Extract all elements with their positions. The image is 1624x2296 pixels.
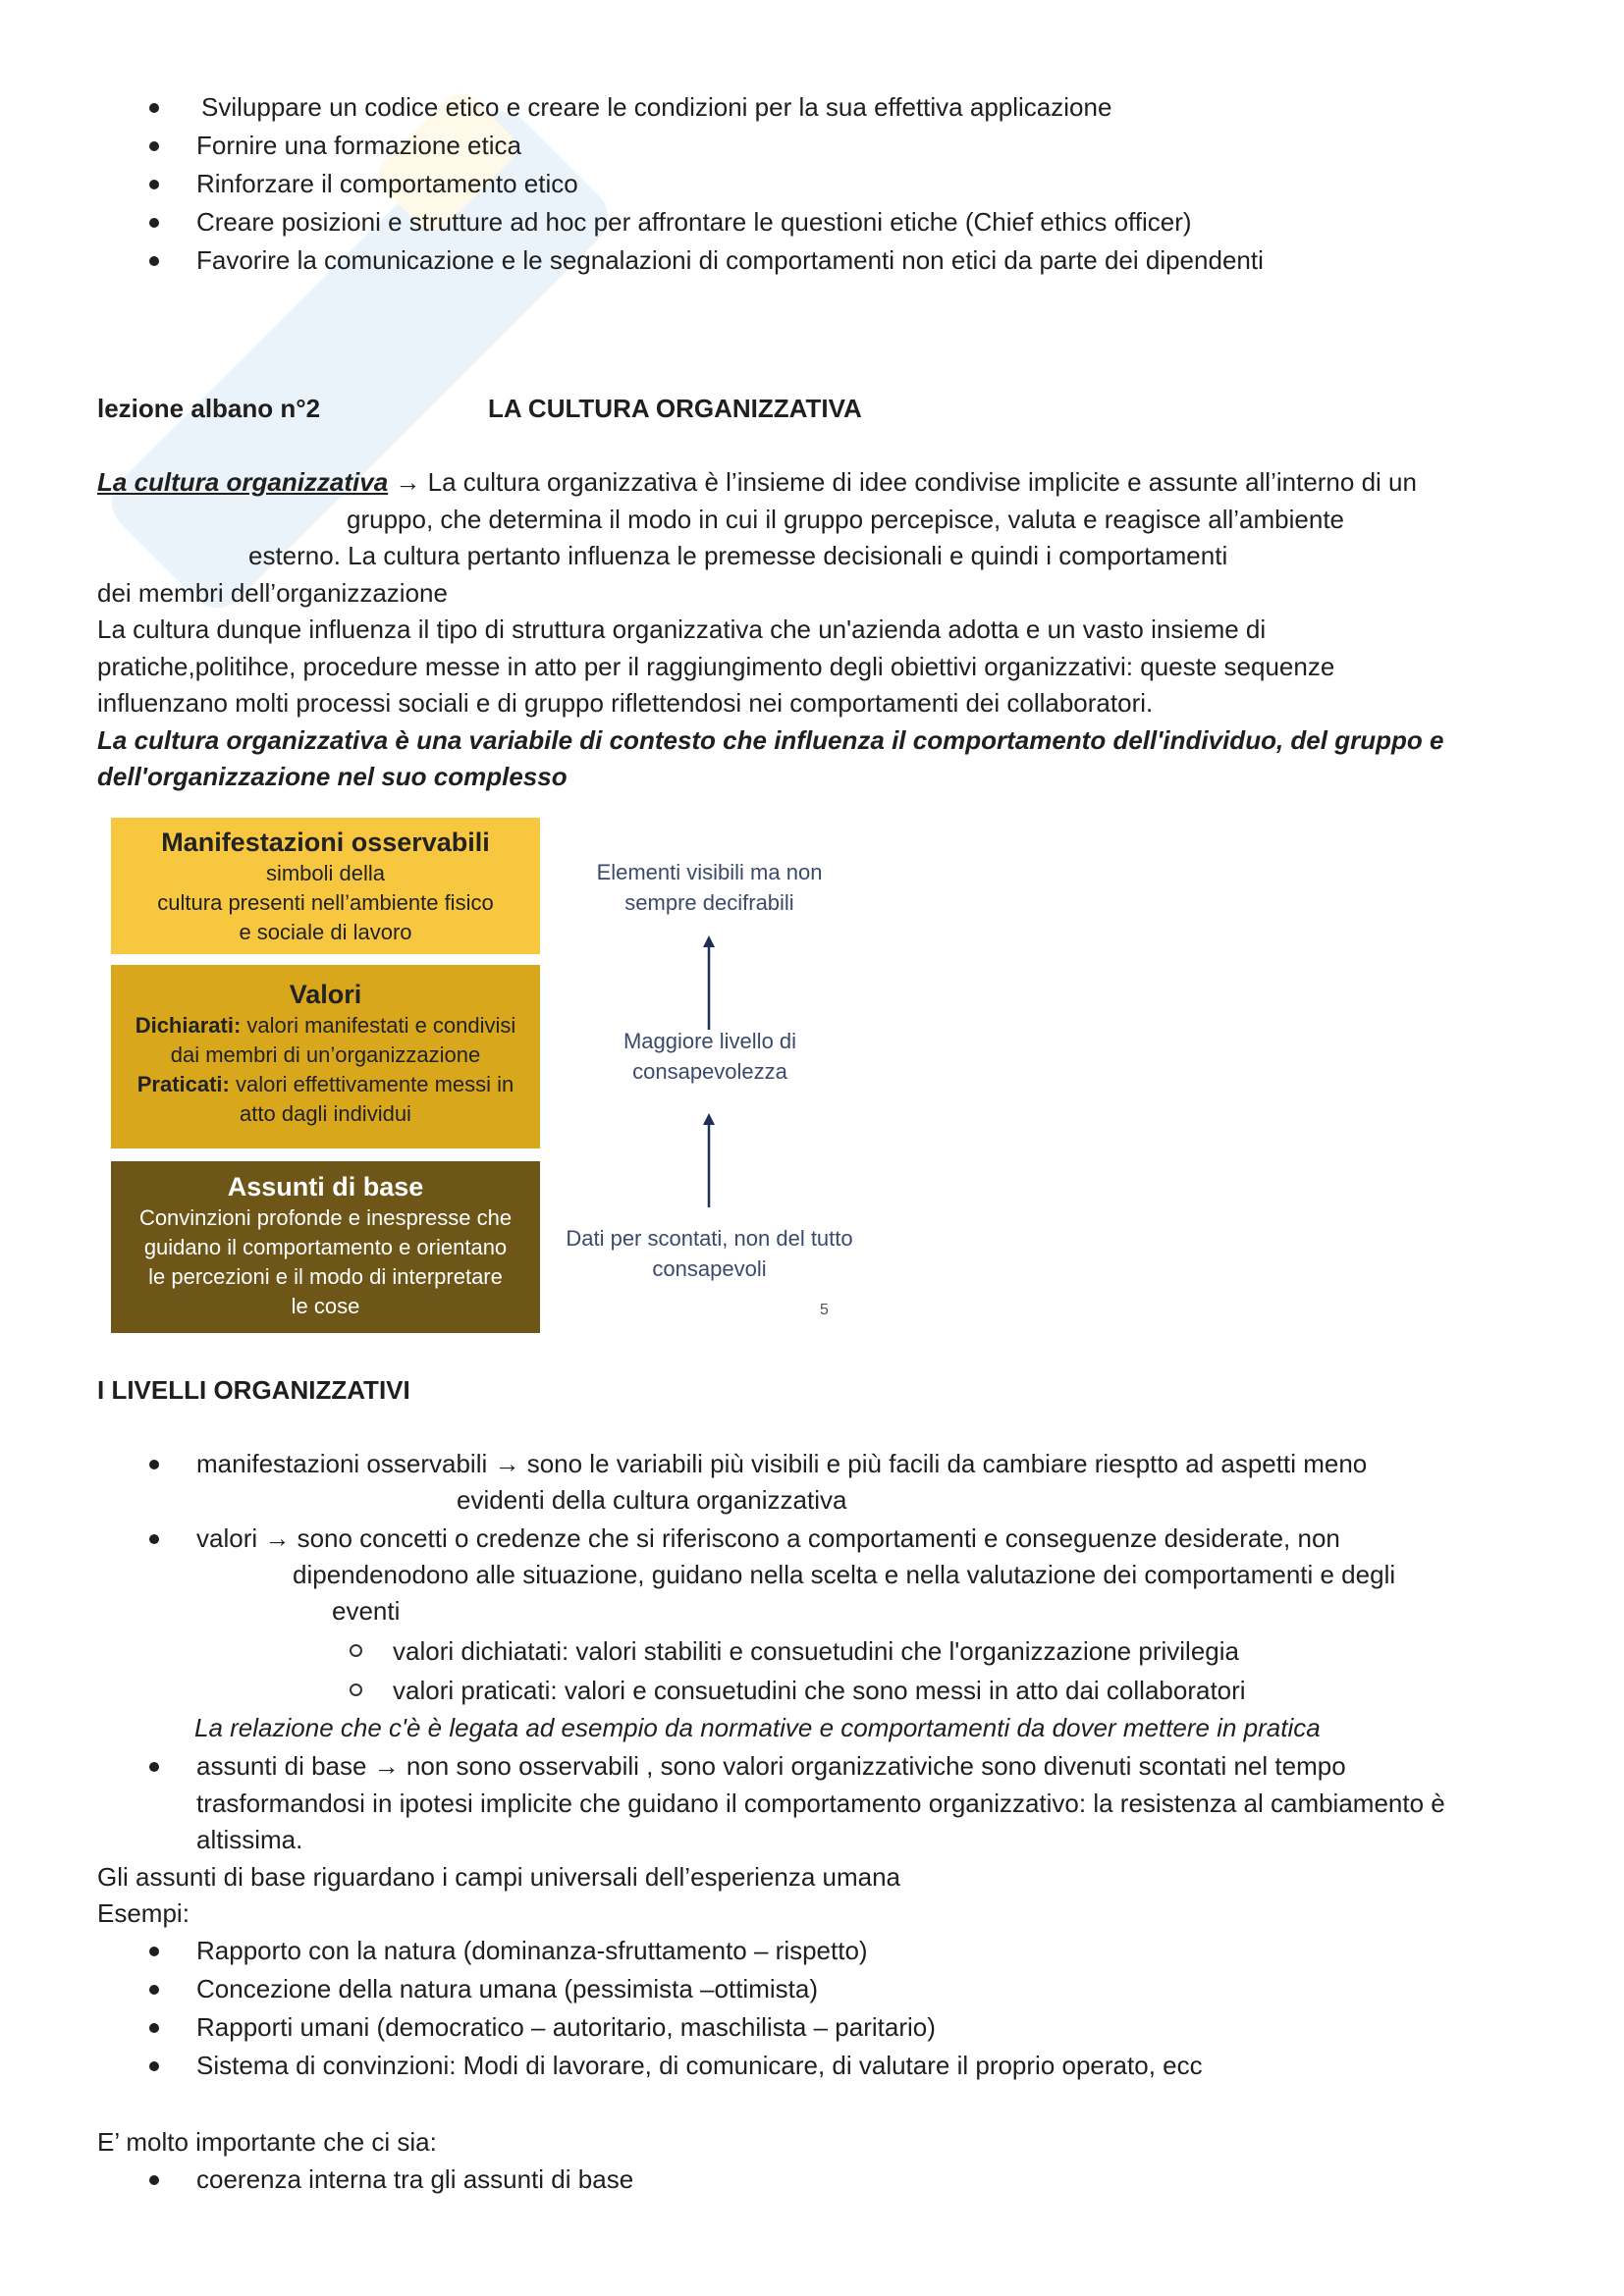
levels-heading: I LIVELLI ORGANIZZATIVI bbox=[97, 1375, 410, 1405]
list-item: Sviluppare un codice etico e creare le condizioni per la sua effettiva applicazione bbox=[201, 92, 1112, 122]
important-item: coerenza interna tra gli assunti di base bbox=[196, 2164, 634, 2194]
box-line-bold: Praticati: bbox=[136, 1072, 230, 1096]
definition-term: La cultura organizzativa bbox=[97, 467, 389, 497]
example-item: Concezione della natura umana (pessimista –ottimista) bbox=[196, 1974, 818, 2003]
sub-bullet-icon bbox=[350, 1683, 362, 1696]
box-line: le percezioni e il modo di interpretare bbox=[148, 1264, 503, 1289]
paragraph-line: influenzano molti processi sociali e di gruppo riflettendosi nei comportamenti dei collaboratori. bbox=[97, 688, 1154, 718]
bullet-icon bbox=[149, 2175, 159, 2185]
list-item: Rinforzare il comportamento etico bbox=[196, 169, 578, 198]
sub-level-text: valori dichiatati: valori stabiliti e consuetudini che l'organizzazione privilegia bbox=[393, 1636, 1239, 1666]
level-text: assunti di base → non sono osservabili , sono valori organizzativiche sono divenuti scontati nel tempo bbox=[196, 1751, 1346, 1781]
example-item: Rapporti umani (democratico – autoritario, maschilista – paritario) bbox=[196, 2012, 936, 2042]
definition-line: dei membri dell’organizzazione bbox=[97, 578, 448, 608]
diagram-label-bottom bbox=[550, 1223, 869, 1284]
bullet-icon bbox=[149, 1460, 159, 1469]
level-text: manifestazioni osservabili → sono le variabili più visibili e più facili da cambiare riesptto ad aspetti meno bbox=[196, 1449, 1368, 1478]
important-text: E’ molto importante che ci sia: bbox=[97, 2127, 437, 2157]
definition-text: → La cultura organizzativa è l’insieme di idee condivise implicite e assunte all’interno di un bbox=[388, 467, 1417, 497]
lesson-title: LA CULTURA ORGANIZZATIVA bbox=[488, 394, 862, 423]
arrow-up-icon bbox=[701, 1113, 717, 1211]
box-line-bold: Dichiarati: bbox=[135, 1013, 242, 1038]
label-line: Dati per scontati, non del tutto bbox=[566, 1226, 853, 1251]
box-assunti bbox=[111, 1161, 540, 1333]
bullet-icon bbox=[149, 256, 159, 266]
bullet-icon bbox=[149, 218, 159, 228]
box-line: le cose bbox=[291, 1294, 360, 1318]
box-manifestazioni bbox=[111, 818, 540, 954]
paragraph-line: La cultura dunque influenza il tipo di struttura organizzativa che un'azienda adotta e un vasto insieme di bbox=[97, 614, 1267, 644]
label-line: Maggiore livello di bbox=[623, 1029, 797, 1053]
label-line: Elementi visibili ma non bbox=[596, 860, 823, 884]
level-text: trasformandosi in ipotesi implicite che guidano il comportamento organizzativo: la resistenza al cambiamento è bbox=[196, 1789, 1445, 1818]
universals-text: Gli assunti di base riguardano i campi universali dell’esperienza umana bbox=[97, 1862, 900, 1892]
emphasis-line: dell'organizzazione nel suo complesso bbox=[97, 762, 568, 791]
bullet-icon bbox=[149, 180, 159, 189]
bullet-icon bbox=[149, 1947, 159, 1956]
box-line: atto dagli individui bbox=[240, 1101, 411, 1126]
definition-line bbox=[97, 463, 1417, 501]
label-line: sempre decifrabili bbox=[624, 890, 794, 915]
slide-page-number: 5 bbox=[820, 1302, 829, 1318]
example-item: Rapporto con la natura (dominanza-sfruttamento – rispetto) bbox=[196, 1936, 868, 1965]
box-line: e sociale di lavoro bbox=[239, 920, 412, 944]
relation-note: La relazione che c'è è legata ad esempio da normative e comportamenti da dover mettere in pratica bbox=[194, 1713, 1321, 1742]
sub-level-text: valori praticati: valori e consuetudini che sono messi in atto dai collaboratori bbox=[393, 1676, 1246, 1705]
box-valori bbox=[111, 965, 540, 1148]
lesson-label: lezione albano n°2 bbox=[97, 394, 321, 423]
arrow-up-icon bbox=[701, 935, 717, 1034]
examples-label: Esempi: bbox=[97, 1898, 189, 1928]
bullet-icon bbox=[149, 1762, 159, 1772]
box-line: dai membri di un’organizzazione bbox=[170, 1042, 481, 1067]
bullet-icon bbox=[149, 1985, 159, 1995]
box-title: Assunti di base bbox=[227, 1172, 424, 1201]
box-line: valori manifestati e condivisi bbox=[241, 1013, 516, 1038]
box-line: cultura presenti nell’ambiente fisico bbox=[157, 890, 494, 915]
paragraph-line: pratiche,politihce, procedure messe in atto per il raggiungimento degli obiettivi organizzativi: queste sequenze bbox=[97, 652, 1335, 681]
label-line: consapevoli bbox=[652, 1256, 767, 1281]
box-line: guidano il comportamento e orientano bbox=[143, 1235, 508, 1259]
box-line: simboli della bbox=[265, 861, 386, 885]
level-text: valori → sono concetti o credenze che si riferiscono a comportamenti e conseguenze desiderate, non bbox=[196, 1523, 1340, 1553]
level-text: eventi bbox=[332, 1596, 401, 1626]
label-line: consapevolezza bbox=[632, 1059, 787, 1084]
level-text: dipendenodono alle situazione, guidano nella scelta e nella valutazione dei comportamenti e degli bbox=[293, 1560, 1396, 1589]
sub-bullet-icon bbox=[350, 1644, 362, 1657]
bullet-icon bbox=[149, 1534, 159, 1544]
list-item: Creare posizioni e strutture ad hoc per affrontare le questioni etiche (Chief ethics officer) bbox=[196, 207, 1192, 237]
box-line: Convinzioni profonde e inespresse che bbox=[138, 1205, 513, 1230]
bullet-icon bbox=[149, 103, 159, 113]
bullet-icon bbox=[149, 2023, 159, 2033]
definition-line: gruppo, che determina il modo in cui il gruppo percepisce, valuta e reagisce all’ambiente bbox=[347, 505, 1345, 534]
list-item: Favorire la comunicazione e le segnalazioni di comportamenti non etici da parte dei dipendenti bbox=[196, 245, 1264, 275]
bullet-icon bbox=[149, 2061, 159, 2071]
list-item: Fornire una formazione etica bbox=[196, 131, 521, 160]
level-text: evidenti della cultura organizzativa bbox=[457, 1485, 847, 1515]
diagram-label-mid bbox=[597, 1026, 823, 1087]
emphasis-line: La cultura organizzativa è una variabile di contesto che influenza il comportamento dell'individuo, del gruppo e bbox=[97, 725, 1444, 755]
box-title: Valori bbox=[289, 980, 362, 1009]
bullet-icon bbox=[149, 141, 159, 151]
diagram-label-top bbox=[594, 857, 825, 918]
box-title: Manifestazioni osservabili bbox=[161, 828, 490, 857]
example-item: Sistema di convinzioni: Modi di lavorare, di comunicare, di valutare il proprio operato, ecc bbox=[196, 2051, 1203, 2080]
definition-line: esterno. La cultura pertanto influenza le premesse decisionali e quindi i comportamenti bbox=[248, 541, 1228, 570]
level-text: altissima. bbox=[196, 1825, 303, 1854]
box-line: valori effettivamente messi in bbox=[229, 1072, 514, 1096]
